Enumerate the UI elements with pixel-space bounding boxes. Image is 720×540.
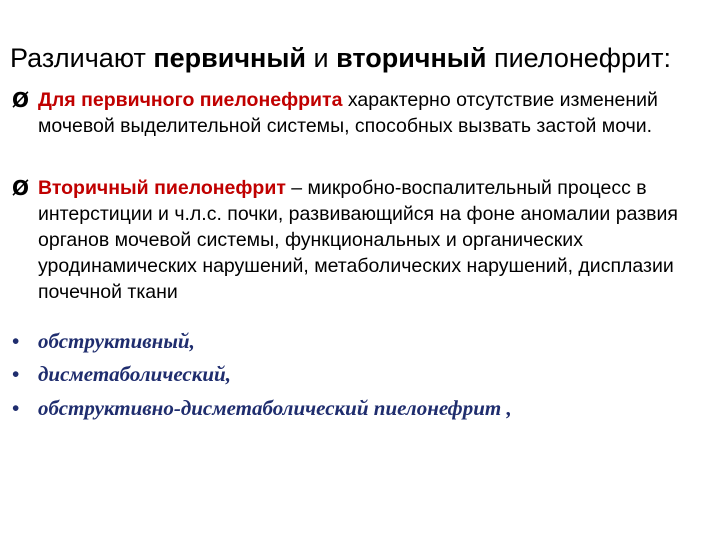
list-item-obstructive [12,327,702,355]
list-item-text: дисметаболический, [38,362,231,386]
list-item-obstructive-dysmetabolic [12,394,702,422]
list-item-dysmetabolic [12,360,702,388]
list-item-text: обструктивно-дисметаболический пиелонефрит , [38,396,512,420]
title-part-3: пиелонефрит: [486,43,671,73]
slide-title [10,40,710,76]
point-text [38,175,714,305]
arrow-bullet-icon: Ø [12,176,30,200]
list-item-text: обструктивный, [38,329,195,353]
title-part-1: Различают [10,43,154,73]
point-emphasis: Для первичного пиелонефрита [38,89,343,111]
dot-bullet-icon: • [12,329,20,353]
point-emphasis: Вторичный пиелонефрит [38,177,286,199]
point-body: – микробно-воспалительный процесс в интерстиции и ч.л.с. почки, развивающийся на фоне аномалии развия органов мочевой системы, функциональных и органических уродинамических нарушений, метаболических нарушений, дисплазии почечной ткани [38,177,678,303]
title-part-2: и [306,43,337,73]
title-bold-primary: первичный [153,43,307,73]
arrow-bullet-icon: Ø [12,88,30,112]
point-secondary-pyelonephritis [12,175,712,315]
point-text [38,87,714,139]
point-body: характерно отсутствие изменений мочевой выделительной системы, способных вызвать застой мочи. [38,89,658,137]
title-bold-secondary: вторичный [336,43,487,73]
dot-bullet-icon: • [12,396,20,420]
dot-bullet-icon: • [12,362,20,386]
point-primary-pyelonephritis [12,87,712,167]
